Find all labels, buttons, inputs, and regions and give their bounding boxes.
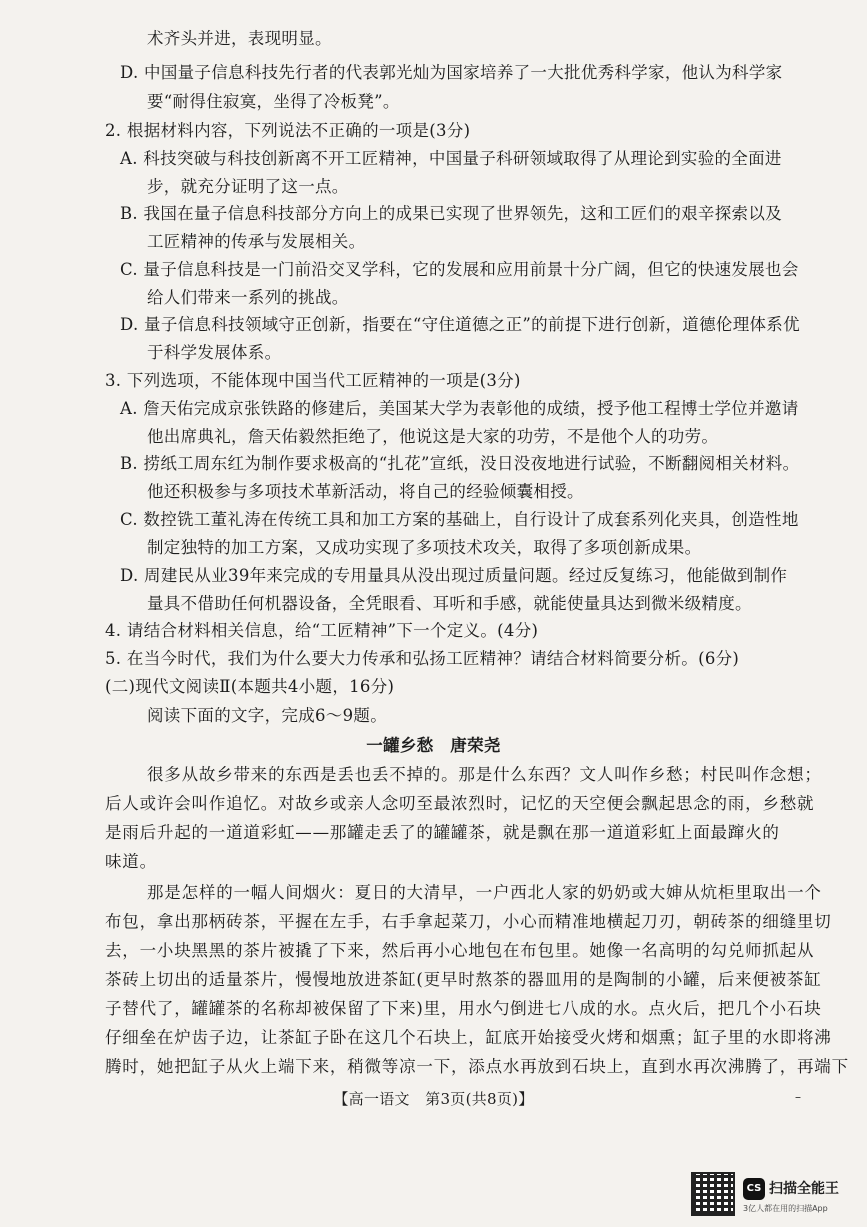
watermark-brand: 扫描全能王 bbox=[769, 1181, 839, 1197]
paragraph-line: 后人或许会叫作追忆。对故乡或亲人念叨至最浓烈时，记忆的天空便会飘起思念的雨，乡愁就 bbox=[105, 794, 815, 813]
question-4: 4. 请结合材料相关信息，给“工匠精神”下一个定义。(4分) bbox=[105, 621, 539, 640]
option-b-q3: B. 捞纸工周东红为制作要求极高的“扎花”宣纸，没日没夜地进行试验，不断翻阅相关材料。 bbox=[120, 454, 800, 473]
margin-mark: – bbox=[795, 1090, 801, 1104]
text-line: 步，就充分证明了这一点。 bbox=[147, 177, 349, 196]
paragraph-line: 子替代了，罐罐茶的名称却被保留了下来)里，用水勺倒进七八成的水。点火后，把几个小石块 bbox=[105, 999, 822, 1018]
text-line: 于科学发展体系。 bbox=[147, 343, 282, 362]
camscanner-logo-icon: CS bbox=[743, 1178, 765, 1200]
question-3: 3. 下列选项，不能体现中国当代工匠精神的一项是(3分) bbox=[105, 371, 521, 390]
paragraph-line: 很多从故乡带来的东西是丢也丢不掉的。那是什么东西？文人叫作乡愁；村民叫作念想； bbox=[147, 765, 822, 784]
article-title: 一罐乡愁 唐荣尧 bbox=[366, 736, 501, 755]
option-b-q2: B. 我国在量子信息科技部分方向上的成果已实现了世界领先，这和工匠们的艰辛探索以及 bbox=[120, 204, 782, 223]
option-c-q3: C. 数控铣工董礼涛在传统工具和加工方案的基础上，自行设计了成套系列化夹具，创造性地 bbox=[120, 510, 799, 529]
text-line: 制定独特的加工方案，又成功实现了多项技术攻关，取得了多项创新成果。 bbox=[147, 538, 702, 557]
option-d-q2: D. 量子信息科技领域守正创新，指要在“守住道德之正”的前提下进行创新，道德伦理体系优 bbox=[120, 315, 800, 334]
question-5: 5. 在当今时代，我们为什么要大力传承和弘扬工匠精神？请结合材料简要分析。(6分) bbox=[105, 649, 740, 668]
watermark-slogan: 3亿人都在用的扫描App bbox=[743, 1204, 828, 1213]
text-line: 工匠精神的传承与发展相关。 bbox=[147, 232, 366, 251]
section-heading: (二)现代文阅读Ⅱ(本题共4小题，16分) bbox=[105, 677, 395, 696]
text-line: 他还积极参与多项技术革新活动，将自己的经验倾囊相授。 bbox=[147, 482, 584, 501]
paragraph-line: 那是怎样的一幅人间烟火：夏日的大清早，一户西北人家的奶奶或大婶从炕柜里取出一个 bbox=[147, 883, 822, 902]
paragraph-line: 布包，拿出那柄砖茶，平握在左手，右手拿起菜刀，小心而精准地横起刀刃，朝砖茶的细缝里切 bbox=[105, 912, 832, 931]
paragraph-line: 味道。 bbox=[105, 852, 157, 871]
text-line: 他出席典礼，詹天佑毅然拒绝了，他说这是大家的功劳，不是他个人的功劳。 bbox=[147, 427, 719, 446]
option-a-q3: A. 詹天佑完成京张铁路的修建后，美国某大学为表彰他的成绩，授予他工程博士学位并邀请 bbox=[120, 399, 799, 418]
paragraph-line: 是雨后升起的一道道彩虹——那罐走丢了的罐罐茶，就是飘在那一道道彩虹上面最蹿火的 bbox=[105, 823, 780, 842]
page-footer: 【高一语文 第3页(共8页)】 bbox=[333, 1090, 534, 1108]
question-2: 2. 根据材料内容，下列说法不正确的一项是(3分) bbox=[105, 121, 471, 140]
instruction: 阅读下面的文字，完成6～9题。 bbox=[147, 706, 387, 725]
paragraph-line: 茶砖上切出的适量茶片，慢慢地放进茶缸(更早时熬茶的器皿用的是陶制的小罐，后来便被茶缸 bbox=[105, 970, 822, 989]
option-d-q3: D. 周建民从业39年来完成的专用量具从没出现过质量问题。经过反复练习，他能做到制作 bbox=[120, 566, 788, 585]
text-line: 术齐头并进，表现明显。 bbox=[147, 29, 332, 48]
option-d-q1: D. 中国量子信息科技先行者的代表郭光灿为国家培养了一大批优秀科学家，他认为科学家 bbox=[120, 63, 783, 82]
paragraph-line: 仔细垒在炉齿子边，让茶缸子卧在这几个石块上，缸底开始接受火烤和烟熏；缸子里的水即将沸 bbox=[105, 1028, 832, 1047]
option-c-q2: C. 量子信息科技是一门前沿交叉学科，它的发展和应用前景十分广阔，但它的快速发展也会 bbox=[120, 260, 799, 279]
text-line: 要“耐得住寂寞，坐得了冷板凳”。 bbox=[147, 92, 400, 111]
paragraph-line: 去，一小块黑黑的茶片被撬了下来，然后再小心地包在布包里。她像一名高明的勾兑师抓起从 bbox=[105, 941, 815, 960]
qr-code-icon bbox=[693, 1174, 733, 1214]
option-a-q2: A. 科技突破与科技创新离不开工匠精神，中国量子科研领域取得了从理论到实验的全面进 bbox=[120, 149, 782, 168]
text-line: 给人们带来一系列的挑战。 bbox=[147, 288, 349, 307]
scanner-watermark bbox=[693, 1172, 863, 1222]
paragraph-line: 腾时，她把缸子从火上端下来，稍微等凉一下，添点水再放到石块上，直到水再次沸腾了，再端下 bbox=[105, 1057, 849, 1076]
text-line: 量具不借助任何机器设备，全凭眼看、耳听和手感，就能使量具达到微米级精度。 bbox=[147, 594, 752, 613]
